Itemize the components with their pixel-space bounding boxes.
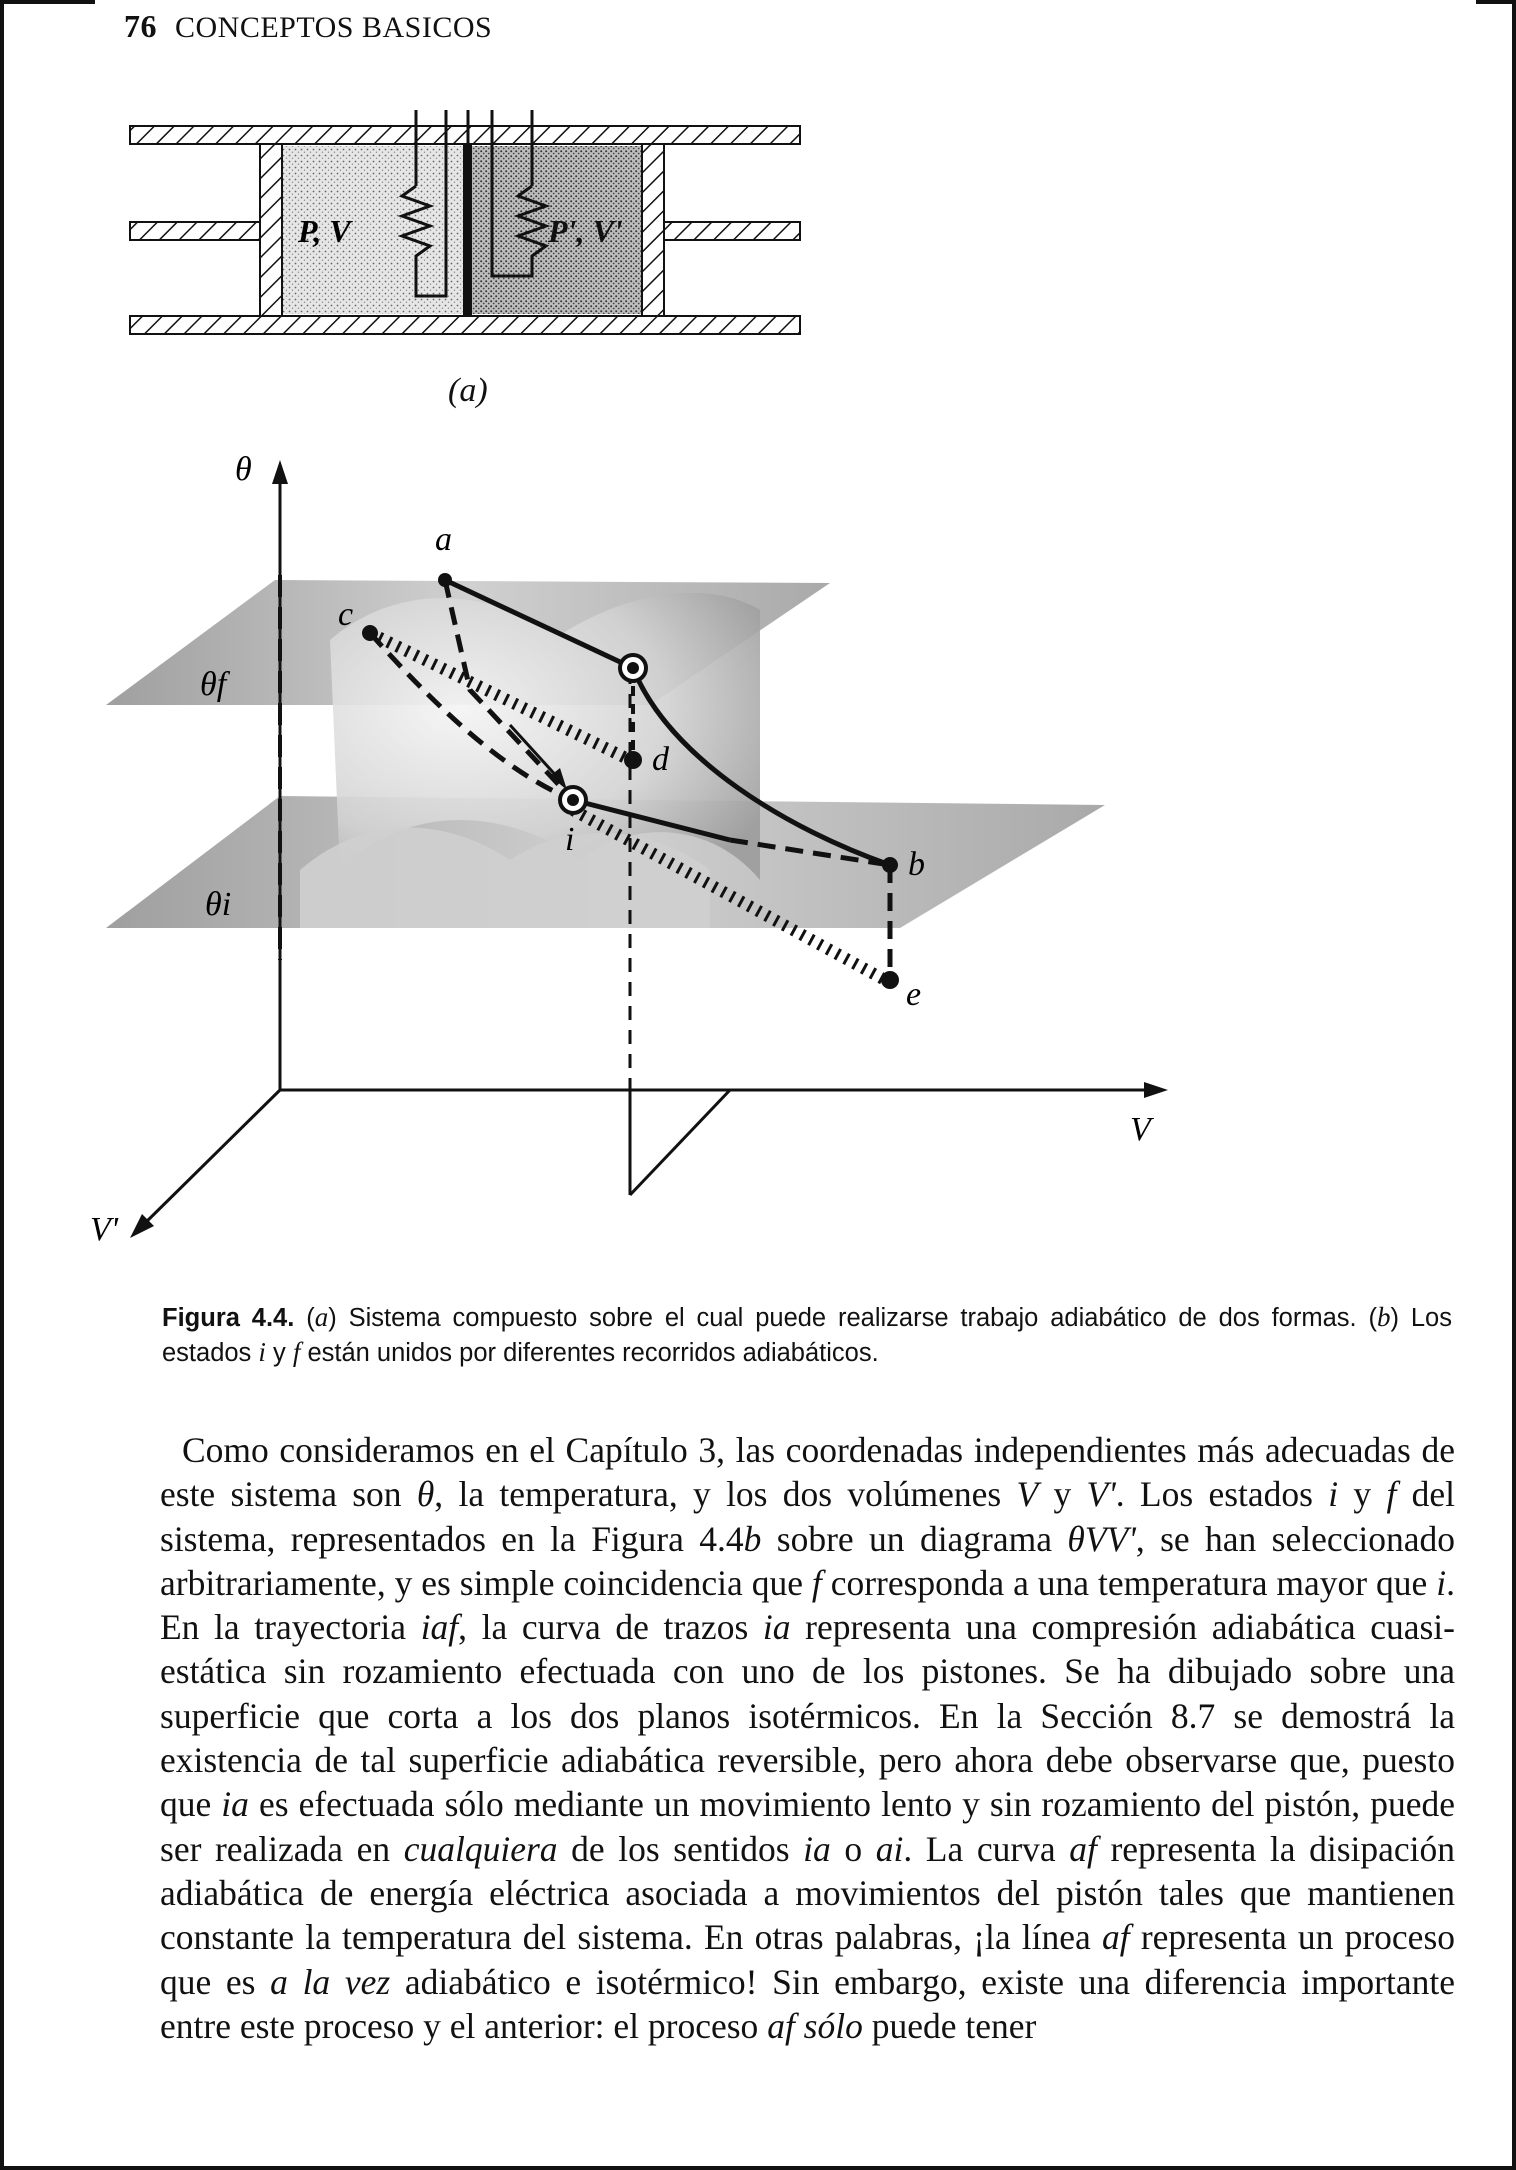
point-e — [881, 971, 899, 989]
body-italic: V — [1016, 1474, 1039, 1515]
body-span: , se han seleccionado arbitrariamente, y es simple coincidencia que — [160, 1518, 1455, 1603]
point-b-label: b — [908, 846, 925, 883]
left-chamber-label: P, V — [298, 213, 351, 249]
axis-v-label: V — [1130, 1111, 1151, 1148]
body-span: y — [1038, 1474, 1087, 1515]
body-span: representa un proceso que es — [160, 1917, 1456, 2002]
caption-label: Figura 4.4. — [162, 1304, 295, 1332]
body-italic: iaf — [420, 1607, 459, 1648]
plane-lower-label: θi — [205, 886, 232, 923]
body-span: representa la disipación adiabática de energía eléctrica asociada a movimientos del pistón tales que mantienen constante la temperatura del sistema. En otras palabras, ¡la línea — [160, 1828, 1456, 1958]
body-italic: b — [743, 1518, 762, 1559]
point-d — [624, 751, 642, 769]
body-span: o — [830, 1828, 876, 1869]
left-tube — [130, 222, 278, 240]
caption-text: ) Los estados — [162, 1304, 1452, 1367]
page-border-left — [0, 0, 4, 2170]
body-italic: θ — [416, 1474, 435, 1515]
body-italic: af sólo — [767, 2005, 863, 2046]
body-italic: f — [811, 1562, 822, 1603]
page-border-bottom — [0, 2166, 1516, 2170]
caption-text: ( — [306, 1304, 315, 1332]
body-span: . En la trayectoria — [160, 1562, 1455, 1648]
point-e-label: e — [906, 976, 922, 1013]
point-i-label: i — [565, 821, 575, 858]
bottom-wall — [130, 316, 800, 334]
point-a — [438, 573, 452, 587]
caption-text: y — [265, 1339, 293, 1367]
right-piston-wall — [642, 144, 664, 316]
body-span: es efectuada sólo mediante un movimiento lento y sin rozamiento del pistón, puede ser realizada en — [160, 1784, 1455, 1869]
axis-theta-label: θ — [235, 451, 252, 488]
point-f-center — [627, 662, 639, 674]
caption-italic: f — [292, 1337, 301, 1367]
running-head — [124, 8, 492, 45]
caption-text: ) Sistema compuesto sobre el cual puede realizarse trabajo adiabático de dos formas. ( — [328, 1304, 1377, 1332]
body-italic: ia — [803, 1828, 831, 1869]
body-span: sobre un diagrama — [761, 1518, 1068, 1559]
page-border-top-left — [0, 0, 95, 4]
central-diaphragm — [463, 144, 472, 316]
point-d-label: d — [652, 741, 669, 778]
body-italic: cualquiera — [403, 1828, 558, 1869]
body-italic: i — [1328, 1474, 1339, 1515]
point-i-center — [567, 794, 579, 806]
right-tube — [647, 222, 800, 240]
body-span: corresponda a una temperatura mayor que — [821, 1562, 1437, 1603]
body-italic: θVV' — [1067, 1518, 1136, 1559]
caption-italic: b — [1376, 1302, 1391, 1332]
body-italic: ia — [221, 1784, 249, 1825]
body-span: Como consideramos en el Capítulo 3, las coordenadas independientes más adecuadas de este sistema son — [160, 1430, 1455, 1515]
body-italic: f — [1386, 1474, 1397, 1515]
body-italic: V' — [1086, 1474, 1116, 1515]
body-span: . Los estados — [1115, 1474, 1329, 1515]
point-a-label: a — [435, 521, 452, 558]
point-c — [362, 625, 378, 641]
point-c-label: c — [338, 596, 354, 633]
body-span: representa una compresión adiabática cuasi-estática sin rozamiento efectuada con uno de los pistones. Se ha dibujado sobre una superficie que corta a los dos planos isotérmicos. En la Sección 8.7 se demostrá la existencia de tal superficie adiabática reversible, pero ahora debe observarse que, puesto que — [160, 1607, 1455, 1825]
axis-vprime-label: V' — [90, 1211, 119, 1248]
body-paragraph — [160, 1428, 1455, 2048]
body-span: y — [1338, 1474, 1387, 1515]
top-wall — [130, 126, 800, 144]
body-span: . La curva — [903, 1828, 1070, 1869]
caption-text: están unidos por diferentes recorridos adiabáticos. — [300, 1339, 879, 1367]
body-span: de los sentidos — [557, 1828, 804, 1869]
figure-caption — [162, 1300, 1452, 1370]
page-border-right — [1512, 0, 1516, 2170]
body-span: , la temperatura, y los dos volúmenes — [434, 1474, 1017, 1515]
figure-a-piston-diagram — [120, 100, 810, 350]
chapter-title: CONCEPTOS BASICOS — [175, 11, 493, 44]
right-chamber-label: P', V' — [548, 213, 623, 249]
caption-italic: a — [314, 1302, 329, 1332]
body-span: adiabático e isotérmico! Sin embargo, existe una diferencia importante entre este proceso y el anterior: el proceso — [160, 1961, 1455, 2046]
body-italic: a la vez — [270, 1961, 391, 2002]
plane-upper-label: θf — [200, 666, 227, 703]
page-number: 76 — [124, 8, 157, 44]
figure-a-label: (a) — [448, 372, 488, 409]
body-span: , la curva de trazos — [458, 1607, 763, 1648]
body-italic: af — [1069, 1828, 1097, 1869]
page-border-top-right — [1476, 0, 1516, 4]
figure-b-thermo-diagram — [70, 440, 1190, 1260]
body-italic: ia — [762, 1607, 791, 1648]
body-italic: i — [1436, 1562, 1447, 1603]
caption-italic: i — [258, 1337, 266, 1367]
left-piston-wall — [260, 144, 282, 316]
body-text — [160, 1428, 1455, 2048]
body-italic: ai — [875, 1828, 904, 1869]
body-span: puede tener — [862, 2005, 1037, 2046]
body-italic: af — [1102, 1917, 1130, 1958]
point-b — [882, 857, 898, 873]
body-span: del sistema, representados en la Figura 4.4 — [160, 1474, 1455, 1559]
